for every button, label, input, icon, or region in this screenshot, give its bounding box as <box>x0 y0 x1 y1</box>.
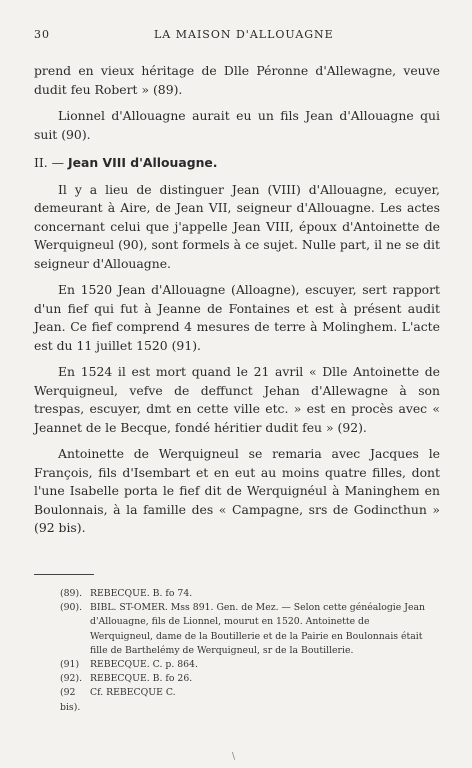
footnote <box>60 672 432 686</box>
page-number: 30 <box>34 28 50 41</box>
paragraph-4: En 1520 Jean d'Allouagne (Alloagne), escuyer, sert rapport d'un fief qui fut à Jeanne de Fontaines et est à présent audit Jean. Ce fief comprend 4 mesures de terre à Molinghem. L'acte est du 11 juillet 1520 (91). <box>34 282 440 353</box>
main-text <box>34 62 440 538</box>
footnote-text: REBECQUE. B. fo 74. <box>90 588 193 599</box>
footnote-text: Cf. REBECQUE C. <box>90 687 176 699</box>
footnote <box>60 601 432 658</box>
footnote-number: (92). <box>60 673 83 685</box>
footnote <box>60 587 432 601</box>
section-number: II. — <box>34 155 65 170</box>
section-title: Jean VIII d'Allouagne. <box>68 155 218 170</box>
paragraph-5: En 1524 il est mort quand le 21 avril « Dlle Antoinette de Werquigneul, vefve de deffunct Jehan d'Allewagne à son trespas, escuyer, dmt en cette ville etc. » est en procès avec « Jeannet de le Becque, fondé héritier dudit feu » (92). <box>34 364 440 435</box>
paragraph-3: Il y a lieu de distinguer Jean (VIII) d'Allouagne, ecuyer, demeurant à Aire, de Jean VII, seigneur d'Allouagne. Les actes concernant celui que j'appelle Jean VIII, époux d'Antoinette de Werquigneul (90), sont formels à ce sujet. Nulle part, il ne se dit seigneur d'Allouagne. <box>34 181 440 271</box>
footer-mark: \ <box>232 752 236 762</box>
footnote-number: (90). <box>60 602 83 614</box>
paragraph-2: Lionnel d'Allouagne aurait eu un fils Jean d'Allouagne qui suit (90). <box>34 108 440 142</box>
footnote-text: REBECQUE. B. fo 26. <box>90 673 193 685</box>
section-heading <box>34 154 440 173</box>
footnote <box>60 658 432 672</box>
paragraph-6: Antoinette de Werquigneul se remaria avec Jacques le François, fils d'Isembart et en eut au moins quatre filles, dont l'une Isabelle porta le fief dit de Werquignéul à Maninghem en Boulonnais, à la famille des « Campagne, srs de Godincthun » (92 bis). <box>34 446 440 535</box>
footnote-number: (92 bis). <box>60 687 81 713</box>
footnote-text: REBECQUE. C. p. 864. <box>90 659 198 671</box>
footnote <box>60 686 432 714</box>
footnotes <box>60 587 432 715</box>
footnote-number: (91) <box>60 659 80 671</box>
running-title: LA MAISON D'ALLOUAGNE <box>154 28 334 41</box>
paragraph-1: prend en vieux héritage de Dlle Péronne d'Allewagne, veuve dudit feu Robert » (89). <box>34 63 440 97</box>
footnote-text: BIBL. ST-OMER. Mss 891. Gen. de Mez. — Selon cette généalogie Jean d'Allouagne, fils de Lionnel, mourut en 1520. Antoinette de Werquigneul, dame de la Boutillerie et de la Pairie en Boulonnais était fille de Barthelémy de Werquigneul, sr de la Boutillerie. <box>90 602 425 656</box>
footnote-number: (89). <box>60 588 83 599</box>
page-header <box>34 28 438 44</box>
footnote-divider <box>34 574 94 575</box>
